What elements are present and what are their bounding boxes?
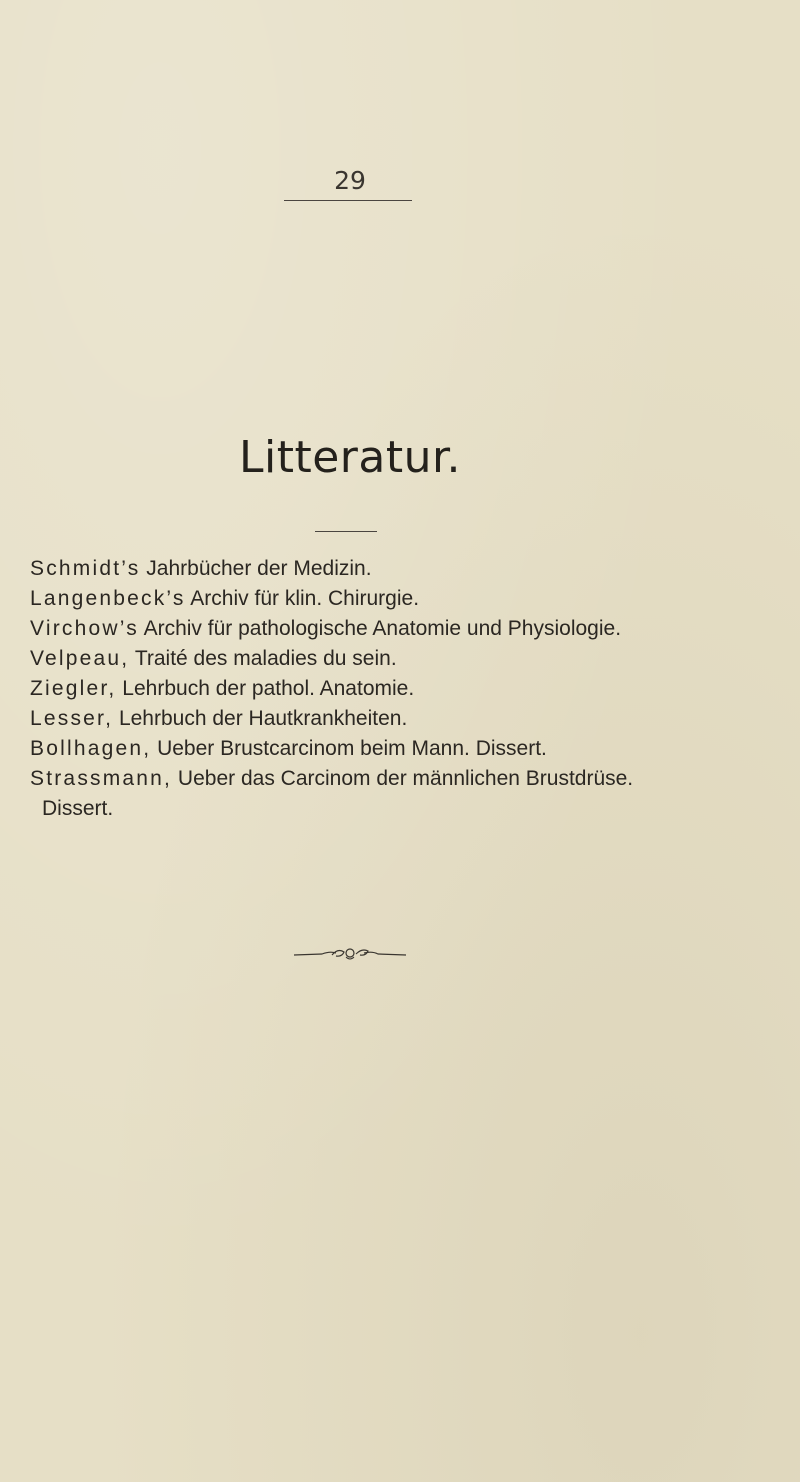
reference-text: Lehrbuch der Hautkrankheiten. [113, 707, 408, 730]
reference-author: Bollhagen, [30, 737, 152, 760]
reference-item [30, 674, 800, 704]
reference-author: Virchow’s [30, 617, 139, 640]
reference-item [30, 644, 800, 674]
reference-list [30, 554, 800, 824]
reference-item [30, 554, 800, 584]
end-ornament-icon [292, 942, 408, 966]
reference-author: Lesser, [30, 707, 114, 730]
title-rule [315, 531, 377, 532]
reference-item [30, 584, 800, 614]
reference-text: Traité des maladies du sein. [129, 647, 397, 670]
reference-text: Jahrbücher der Medizin. [140, 557, 372, 580]
reference-item [30, 614, 800, 644]
reference-author: Velpeau, [30, 647, 130, 670]
page-title: Litteratur. [238, 432, 462, 483]
reference-author: Langenbeck’s [30, 587, 186, 610]
reference-item [30, 734, 800, 764]
header-rule [284, 200, 412, 201]
reference-text: Archiv für klin. Chirurgie. [185, 587, 420, 610]
reference-text: Lehrbuch der pathol. Anatomie. [116, 677, 415, 700]
reference-item [30, 704, 800, 734]
page-number: 29 [334, 166, 366, 195]
reference-text: Ueber Brustcarcinom beim Mann. Dissert. [151, 737, 547, 760]
reference-author: Ziegler, [30, 677, 117, 700]
reference-continuation: Dissert. [42, 797, 114, 820]
reference-item [30, 764, 800, 794]
reference-author: Strassmann, [30, 767, 173, 790]
reference-text: Ueber das Carcinom der männlichen Brustdrüse. [172, 767, 634, 790]
reference-author: Schmidt’s [30, 557, 141, 580]
reference-text: Archiv für pathologische Anatomie und Physiologie. [138, 617, 622, 640]
